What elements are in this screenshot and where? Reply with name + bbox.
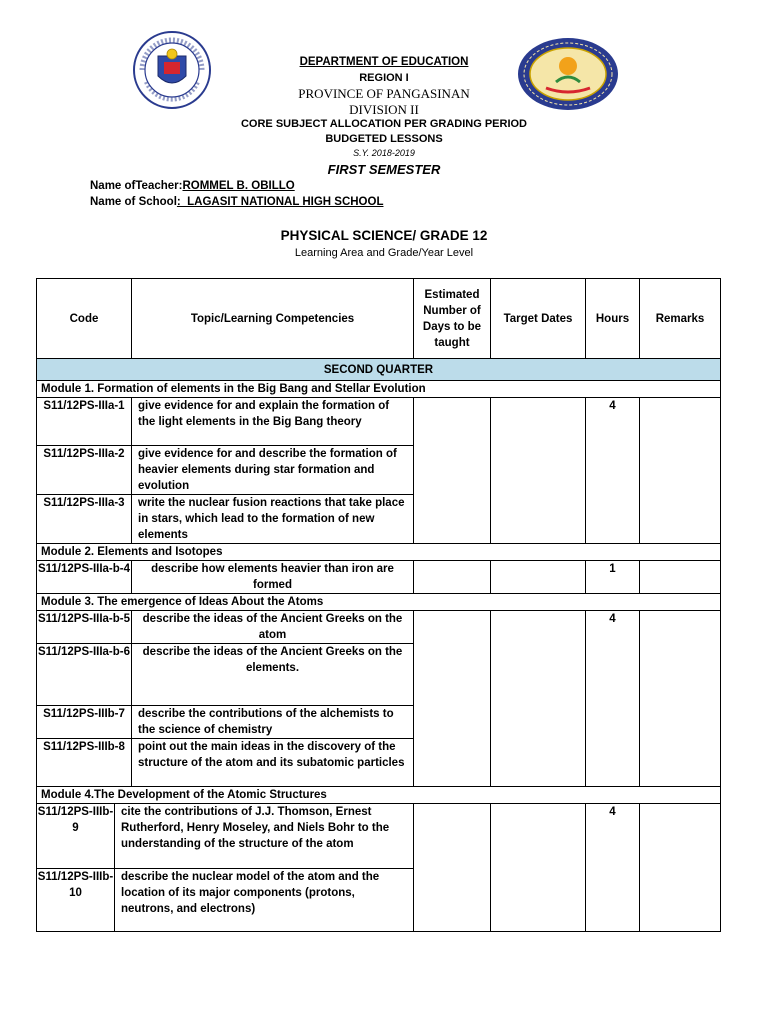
deped-seal-graphic	[120, 30, 224, 110]
hours-cell: 4	[586, 398, 640, 544]
competency-code: S11/12PS-IIIb-9	[37, 804, 115, 869]
table-row	[37, 561, 721, 594]
province-title: PROVINCE OF PANGASINAN	[298, 86, 470, 101]
quarter-banner: SECOND QUARTER	[37, 359, 721, 381]
header-remarks: Remarks	[640, 279, 721, 359]
target-dates-cell	[491, 611, 586, 787]
lesson-allocation-table	[36, 278, 721, 932]
remarks-cell	[640, 398, 721, 544]
module-title: Module 3. The emergence of Ideas About the Atoms	[37, 594, 721, 611]
target-dates-cell	[491, 804, 586, 932]
teacher-line	[90, 180, 295, 192]
competency-code: S11/12PS-IIIa-2	[37, 446, 132, 495]
module-title: Module 2. Elements and Isotopes	[37, 544, 721, 561]
competency-topic: point out the main ideas in the discovery of the structure of the atom and its subatomic particles	[132, 739, 414, 787]
hours-cell: 1	[586, 561, 640, 594]
table-header-row	[37, 279, 721, 359]
teacher-label: Name ofTeacher:	[90, 180, 183, 192]
school-year: S.Y. 2018-2019	[353, 148, 415, 158]
competency-topic: write the nuclear fusion reactions that take place in stars, which lead to the formation of new elements	[132, 495, 414, 544]
competency-topic: give evidence for and explain the formation of the light elements in the Big Bang theory	[132, 398, 414, 446]
competency-code: S11/12PS-IIIa-b-5	[37, 611, 132, 644]
subject-caption: Learning Area and Grade/Year Level	[294, 247, 474, 259]
table-row	[37, 804, 721, 869]
competency-topic: cite the contributions of J.J. Thomson, Ernest Rutherford, Henry Moseley, and Niels Bohr to the understanding of the structure of the atom	[115, 804, 414, 869]
days-cell	[414, 611, 491, 787]
competency-topic: describe how elements heavier than iron are formed	[132, 561, 414, 594]
competency-code: S11/12PS-IIIa-b-6	[37, 644, 132, 706]
remarks-cell	[640, 804, 721, 932]
competency-topic: give evidence for and describe the formation of heavier elements during star formation and evolution	[132, 446, 414, 495]
competency-topic: describe the ideas of the Ancient Greeks on the atom	[132, 611, 414, 644]
days-cell	[414, 561, 491, 594]
target-dates-cell	[491, 561, 586, 594]
target-dates-cell	[491, 398, 586, 544]
subject-title: PHYSICAL SCIENCE/ GRADE 12	[280, 228, 488, 243]
module-title: Module 1. Formation of elements in the Big Bang and Stellar Evolution	[37, 381, 721, 398]
hours-cell: 4	[586, 611, 640, 787]
competency-topic: describe the nuclear model of the atom and the location of its major components (protons, neutrons, and electrons)	[115, 869, 414, 932]
days-cell	[414, 398, 491, 544]
school-line	[90, 196, 383, 208]
competency-code: S11/12PS-IIIa-3	[37, 495, 132, 544]
days-cell	[414, 804, 491, 932]
competency-code: S11/12PS-IIIb-10	[37, 869, 115, 932]
semester-title: FIRST SEMESTER	[327, 162, 441, 177]
remarks-cell	[640, 611, 721, 787]
allocation-title: CORE SUBJECT ALLOCATION PER GRADING PERIOD	[240, 118, 528, 130]
table-row	[37, 611, 721, 644]
deped-seal-logo	[120, 30, 224, 110]
table-row	[37, 398, 721, 446]
module-title: Module 4.The Development of the Atomic Structures	[37, 787, 721, 804]
header-hours: Hours	[586, 279, 640, 359]
competency-code: S11/12PS-IIIa-1	[37, 398, 132, 446]
division-title: DIVISION II	[349, 102, 419, 117]
header-code: Code	[37, 279, 132, 359]
competency-topic: describe the ideas of the Ancient Greeks on the elements.	[132, 644, 414, 706]
header-topic: Topic/Learning Competencies	[132, 279, 414, 359]
teacher-name: ROMMEL B. OBILLO	[182, 180, 295, 192]
competency-topic: describe the contributions of the alchemists to the science of chemistry	[132, 706, 414, 739]
hours-cell: 4	[586, 804, 640, 932]
region-title: REGION I	[359, 72, 409, 84]
header-days: Estimated Number of Days to be taught	[414, 279, 491, 359]
competency-code: S11/12PS-IIIa-b-4	[37, 561, 132, 594]
header-target-dates: Target Dates	[491, 279, 586, 359]
school-label: Name of School	[90, 196, 177, 208]
remarks-cell	[640, 561, 721, 594]
competency-code: S11/12PS-IIIb-7	[37, 706, 132, 739]
department-title: DEPARTMENT OF EDUCATION	[299, 56, 469, 68]
competency-code: S11/12PS-IIIb-8	[37, 739, 132, 787]
school-name: : LAGASIT NATIONAL HIGH SCHOOL	[176, 196, 384, 208]
budgeted-lessons-title: BUDGETED LESSONS	[325, 133, 443, 145]
